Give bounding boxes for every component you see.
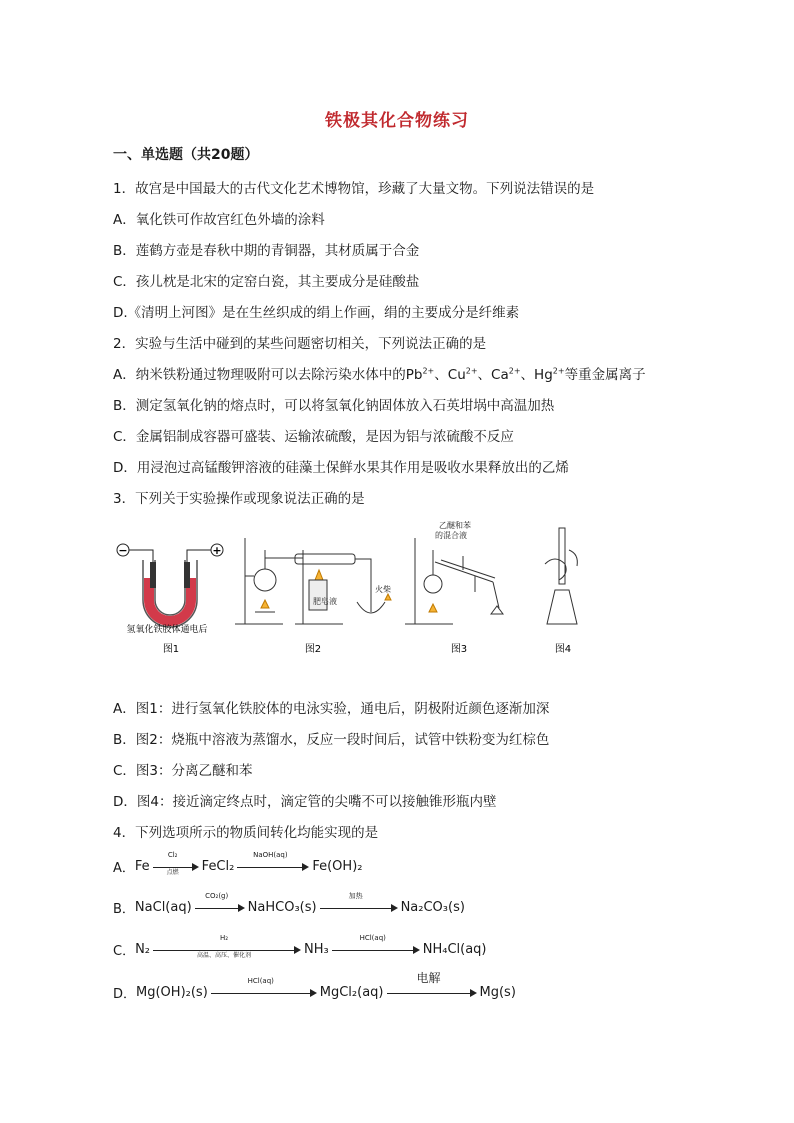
svg-text:+: +	[212, 544, 222, 557]
reaction-arrow: H₂ 高温、高压、催化剂	[153, 943, 301, 957]
figure-4-titration	[545, 528, 577, 624]
svg-text:火柴: 火柴	[375, 585, 391, 594]
q3-option-a: A．图1：进行氢氧化铁胶体的电泳实验，通电后，阴极附近颜色逐渐加深	[113, 701, 550, 717]
q3-option-b: B．图2：烧瓶中溶液为蒸馏水，反应一段时间后，试管中铁粉变为红棕色	[113, 732, 550, 748]
q3-option-c: C．图3：分离乙醚和苯	[113, 763, 253, 779]
figure-3-distillation	[405, 520, 503, 624]
q1-option-b: B．莲鹤方壶是春秋中期的青铜器，其材质属于合金	[113, 243, 420, 259]
figure-2-apparatus	[235, 538, 391, 624]
reaction-arrow: NaOH(aq)	[237, 860, 309, 874]
svg-text:−: −	[118, 544, 128, 557]
svg-text:的混合液: 的混合液	[435, 531, 467, 540]
reaction-arrow: HCl(aq)	[211, 986, 317, 1000]
q1-option-d: D.《清明上河图》是在生丝织成的绢上作画，绢的主要成分是纤维素	[113, 305, 520, 321]
reaction-arrow: Cl₂ 点燃	[153, 860, 199, 874]
ion-cu: $Cu^{2+}$	[447, 366, 478, 383]
q3-figure	[113, 520, 593, 658]
page-title: 铁极其化合物练习	[325, 111, 469, 131]
q2-stem: 2．实验与生活中碰到的某些问题密切相关，下列说法正确的是	[113, 336, 487, 352]
q4-stem: 4．下列选项所示的物质间转化均能实现的是	[113, 825, 379, 841]
q4-option-c: C． N₂ H₂ 高温、高压、催化剂 NH₃ HCl(aq) NH₄Cl(aq)	[113, 933, 487, 959]
figure-label-4: 图4	[554, 644, 572, 655]
q4-option-d: D． Mg(OH)₂(s) HCl(aq) MgCl₂(aq) 电解 Mg(s)	[113, 970, 516, 1002]
svg-text:乙醚和苯: 乙醚和苯	[439, 521, 471, 530]
q3-stem: 3．下列关于实验操作或现象说法正确的是	[113, 491, 365, 507]
q1-option-a: A．氧化铁可作故宫红色外墙的涂料	[113, 212, 325, 228]
reaction-arrow: 电解	[387, 986, 477, 1000]
q2-option-d: D．用浸泡过高锰酸钾溶液的硅藻土保鲜水果其作用是吸收水果释放出的乙烯	[113, 460, 569, 476]
q2-option-c: C．金属铝制成容器可盛装、运输浓硫酸，是因为铝与浓硫酸不反应	[113, 429, 514, 445]
q4-option-b: B． NaCl(aq) CO₂(g) NaHCO₃(s) 加热 Na₂CO₃(s)	[113, 891, 465, 917]
figure-1-u-tube	[117, 544, 223, 635]
figure-label-1: 图1	[162, 644, 180, 655]
reaction-arrow: CO₂(g)	[195, 901, 245, 915]
svg-text:肥皂液: 肥皂液	[313, 597, 337, 606]
figure-label-3: 图3	[450, 644, 468, 655]
ion-ca: $Ca^{2+}$	[491, 366, 521, 383]
q1-option-c: C．孩儿枕是北宋的定窑白瓷，其主要成分是硅酸盐	[113, 274, 420, 290]
reaction-arrow: 加热	[320, 901, 398, 915]
q1-stem: 1．故宫是中国最大的古代文化艺术博物馆，珍藏了大量文物。下列说法错误的是	[113, 181, 595, 197]
q2-option-b: B．测定氢氧化钠的熔点时，可以将氢氧化钠固体放入石英坩埚中高温加热	[113, 398, 555, 414]
ion-pb: $Pb^{2+}$	[405, 366, 435, 383]
reaction-arrow: HCl(aq)	[332, 943, 420, 957]
q3-option-d: D．图4：接近滴定终点时，滴定管的尖嘴不可以接触锥形瓶内壁	[113, 794, 497, 810]
q2-option-a-text: A．纳米铁粉通过物理吸附可以去除污染水体中的	[113, 367, 406, 383]
q2-option-a: A．纳米铁粉通过物理吸附可以去除污染水体中的$Pb^{2+}$、$Cu^{2+}$、$Ca^{2+}$、$Hg^{2+}$等重金属离子	[113, 366, 646, 383]
section-heading: 一、单选题（共20题）	[113, 147, 259, 163]
figure-1-caption: 氢氧化铁胶体通电后	[126, 625, 208, 635]
ion-hg: $Hg^{2+}$	[534, 366, 565, 383]
q4-option-a: A． Fe Cl₂ 点燃 FeCl₂ NaOH(aq) Fe(OH)₂	[113, 850, 363, 876]
figure-label-2: 图2	[304, 644, 322, 655]
